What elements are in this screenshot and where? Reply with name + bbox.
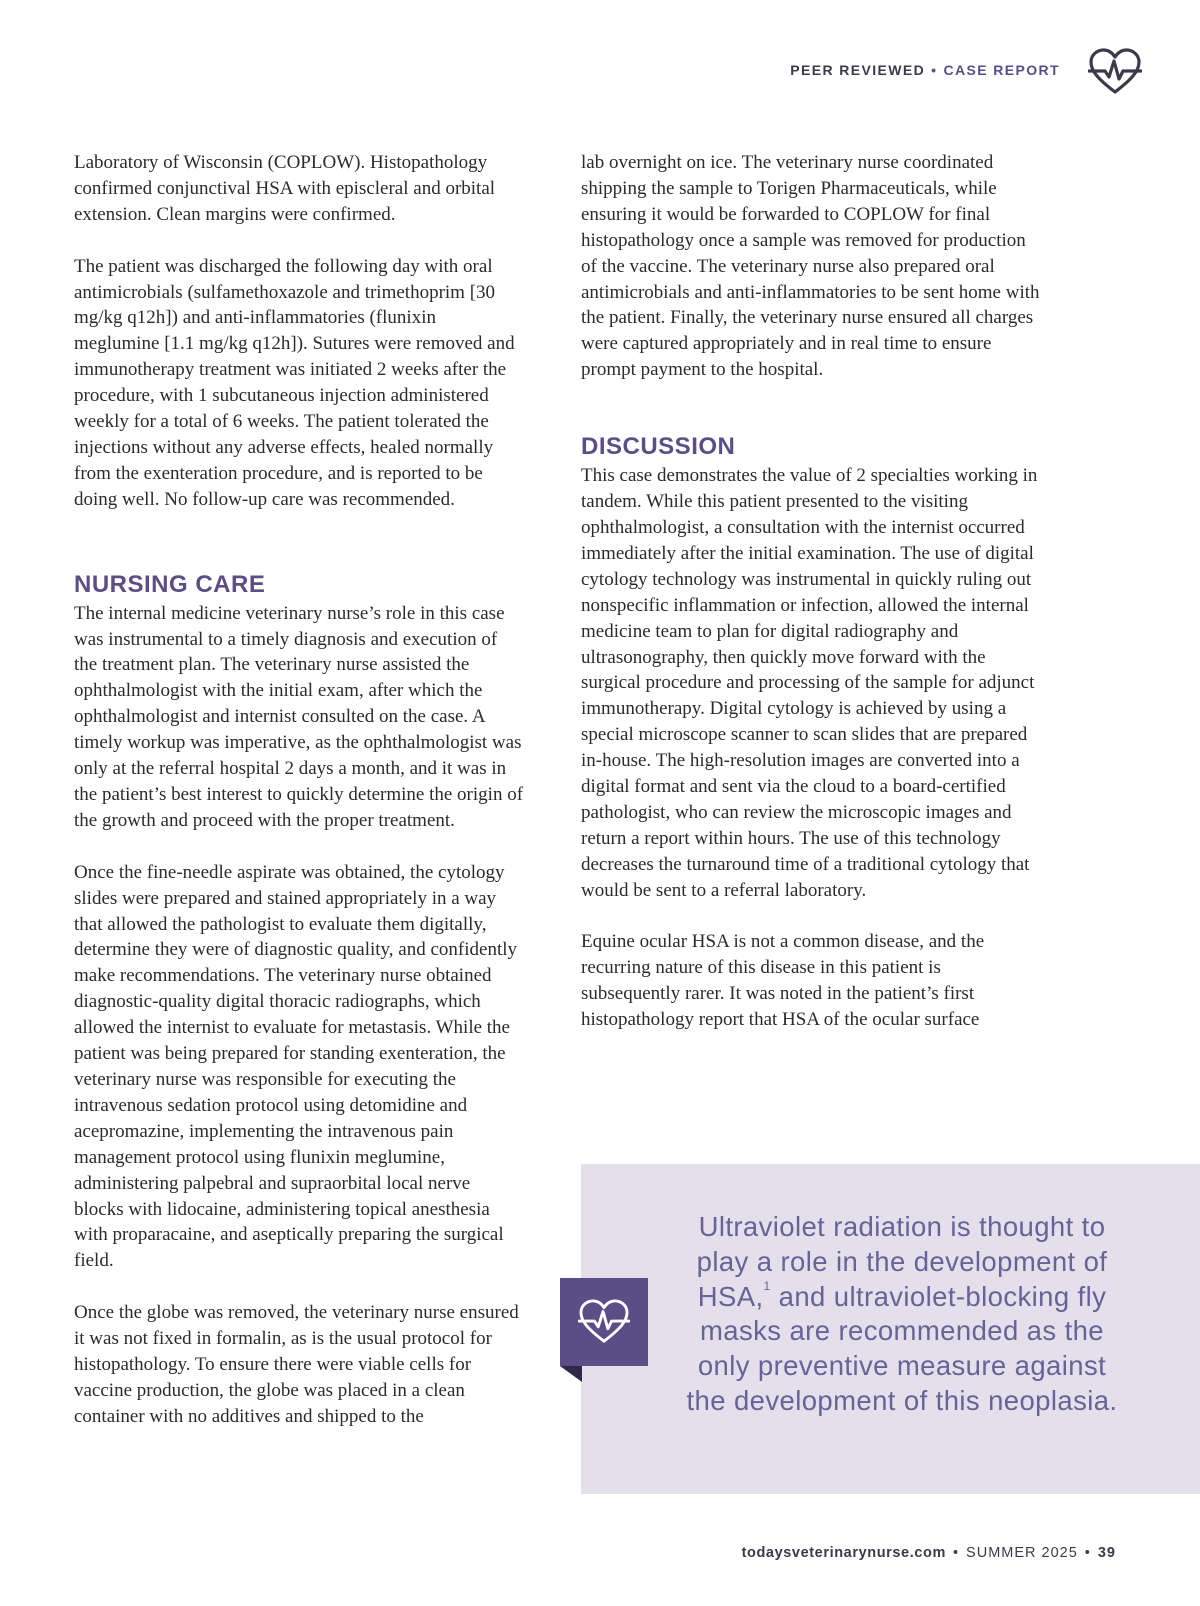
- section-heading-discussion: DISCUSSION: [581, 433, 736, 461]
- page-number: 39: [1097, 1545, 1116, 1561]
- website-label: todaysveterinarynurse.com: [741, 1545, 946, 1561]
- header-bullet: •: [931, 62, 938, 78]
- paragraph: Equine ocular HSA is not a common disease, and the recurring nature of this disease in this patient is subsequently rarer. It was noted in the patient’s first histopathology report that HSA of the ocular surface: [581, 931, 985, 1031]
- quote-part: and ultraviolet-blocking fly masks are recommended as the only preventive measure against the development of this neoplasia.: [686, 1280, 1118, 1416]
- paragraph: This case demonstrates the value of 2 specialties working in tandem. While this patient presented to the visiting ophthalmologist, a consultation with the internist occurred immediately after the initial examination. The use of digital cytology technology was instrumental in quickly ruling out nonspecific inflammation or infection, allowed the internal medicine team to plan for digital radiography and ultrasonography, then quickly move forward with the surgical procedure and processing of the sample for adjunct immunotherapy. Digital cytology is achieved by using a special microscope scanner to scan slides that are prepared in-house. The high-resolution images are converted into a digital format and sent via the cloud to a board-certified pathologist, who can review the microscopic images and return a report within hours. The use of this technology decreases the turnaround time of a traditional cytology that would be sent to a referral laboratory.: [581, 465, 1038, 901]
- running-header: [790, 62, 1060, 78]
- heart-pulse-icon: [578, 1298, 630, 1346]
- paragraph: Once the globe was removed, the veterinary nurse ensured it was not fixed in formalin, as is the usual protocol for histopathology. To ensure there were viable cells for vaccine production, the globe was placed in a clean container with no additives and shipped to the: [74, 1302, 519, 1427]
- right-column: [581, 150, 1041, 1059]
- left-column: [74, 150, 524, 1456]
- paragraph: Once the fine-needle aspirate was obtained, the cytology slides were prepared and stained appropriately in a way that allowed the pathologist to evaluate them digitally, determine they were of diagnostic quality, and confidently make recommendations. The veterinary nurse obtained diagnostic-quality digital thoracic radiographs, which allowed the internist to evaluate for metastasis. While the patient was being prepared for standing exenteration, the veterinary nurse was responsible for executing the intravenous sedation protocol using detomidine and acepromazine, implementing the intravenous pain management protocol using flunixin meglumine, administering palpebral and supraorbital local nerve blocks with lidocaine, administering topical anesthesia with proparacaine, and aseptically preparing the surgical field.: [74, 861, 518, 1272]
- footer-bullet: •: [952, 1545, 960, 1561]
- quote-badge-fold: [560, 1366, 582, 1382]
- paragraph: The internal medicine veterinary nurse’s role in this case was instrumental to a timely diagnosis and execution of the treatment plan. The veterinary nurse assisted the ophthalmologist with the initial exam, after which the ophthalmologist and internist consulted on the case. A timely workup was imperative, as the ophthalmologist was only at the referral hospital 2 days a month, and it was in the patient’s best interest to quickly determine the origin of the growth and proceed with the proper treatment.: [74, 602, 524, 831]
- page-footer: [742, 1545, 1116, 1561]
- citation-superscript: 1: [763, 1278, 771, 1293]
- article-type-label: CASE REPORT: [943, 62, 1060, 78]
- section-label: PEER REVIEWED: [790, 62, 926, 78]
- issue-label: SUMMER 2025: [966, 1545, 1078, 1561]
- heart-pulse-icon: [1088, 47, 1142, 97]
- paragraph: The patient was discharged the following day with oral antimicrobials (sulfamethoxazole and trimethoprim [30 mg/kg q12h]) and anti-inflammatories (flunixin meglumine [1.1 mg/kg q12h]). Sutures were removed and immunotherapy treatment was initiated 2 weeks after the procedure, with 1 subcutaneous injection administered weekly for a total of 6 weeks. The patient tolerated the injections without any adverse effects, healed normally from the exenteration procedure, and is reported to be doing well. No follow-up care was recommended.: [74, 255, 515, 510]
- quote-badge: [560, 1278, 648, 1366]
- quote-part: Ultraviolet radiation is thought to play a role in the development of HSA,: [696, 1211, 1108, 1312]
- footer-bullet: •: [1084, 1545, 1091, 1561]
- paragraph: lab overnight on ice. The veterinary nurse coordinated shipping the sample to Torigen Pharmaceuticals, while ensuring it would be forwarded to COPLOW for final histopathology once a sample was removed for production of the vaccine. The veterinary nurse also prepared oral antimicrobials and anti-inflammatories to be sent home with the patient. Finally, the veterinary nurse ensured all charges were captured appropriately and in real time to ensure prompt payment to the hospital.: [581, 152, 1040, 381]
- pull-quote-text: [682, 1210, 1122, 1419]
- paragraph: Laboratory of Wisconsin (COPLOW). Histopathology confirmed conjunctival HSA with episcleral and orbital extension. Clean margins were confirmed.: [74, 152, 496, 225]
- section-heading-nursing-care: NURSING CARE: [74, 570, 266, 598]
